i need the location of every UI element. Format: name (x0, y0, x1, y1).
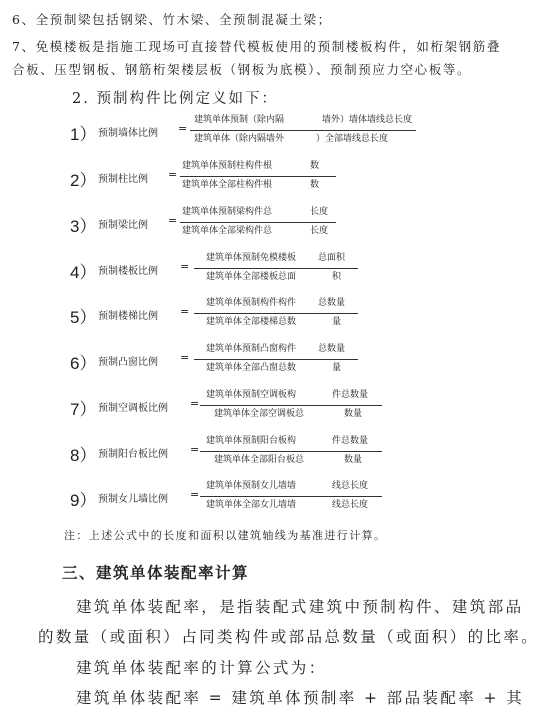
numerator-part-a: 建筑单体预制梁构件总 (182, 207, 273, 217)
equals-sign: = (190, 443, 200, 456)
numerator-part-b: 总数量 (318, 298, 346, 308)
denominator-part-a: 建筑单体全部楼梯总数 (206, 317, 297, 327)
equals-sign: = (180, 260, 190, 273)
denominator-part-a: 建筑单体全部柱构件根 (182, 180, 273, 190)
equals-sign: = (168, 168, 178, 181)
fraction-bar (180, 176, 336, 177)
formula-number: 8） (70, 446, 97, 465)
numerator-part-a: 建筑单体预制（除内隔 (194, 115, 285, 125)
fraction-bar (200, 496, 382, 497)
denominator-part-a: 建筑单体全部梁构件总 (182, 226, 273, 236)
denominator-part-b: 量 (332, 363, 342, 373)
numerator-part-b: 墙外）墙体墙线总长度 (322, 115, 413, 125)
body-paragraph-3: 建筑单体装配率 = 建筑单体预制率 + 部品装配率 + 其 (76, 689, 525, 707)
denominator-part-a: 建筑单体全部女儿墙墙 (206, 500, 297, 510)
equals-sign: = (180, 305, 190, 318)
numerator-part-a: 建筑单体预制凸窗构件 (206, 344, 297, 354)
denominator-part-a: 建筑单体全部阳台板总 (214, 455, 305, 465)
denominator-part-b: 线总长度 (332, 500, 369, 510)
numerator-part-b: 数 (310, 161, 320, 171)
equals-sign: = (190, 397, 200, 410)
numerator-part-a: 建筑单体预制柱构件根 (182, 161, 273, 171)
equals-sign: = (180, 351, 190, 364)
numerator-part-b: 件总数量 (332, 390, 369, 400)
fraction-bar (200, 451, 382, 452)
fraction-bar (200, 405, 382, 406)
item-6-text: 6、全预制梁包括钢梁、竹木梁、全预制混凝土梁； (12, 12, 332, 27)
formula-label: 预制阳台板比例 (98, 449, 168, 460)
formula-number: 1） (70, 125, 97, 144)
formula-number: 5） (70, 308, 97, 327)
equals-sign: = (190, 488, 200, 501)
body-paragraph-1-line1: 建筑单体装配率，是指装配式建筑中预制构件、建筑部品 (76, 598, 524, 616)
denominator-part-b: 量 (332, 317, 342, 327)
denominator-part-a: 建筑单体全部空调板总 (214, 409, 305, 419)
fraction-bar (180, 222, 336, 223)
numerator-part-a: 建筑单体预制构件构件 (206, 298, 297, 308)
body-paragraph-1-line2: 的数量（或面积）占同类构件或部品总数量（或面积）的比率。 (38, 628, 540, 646)
denominator-part-b: 长度 (310, 226, 329, 236)
numerator-part-a: 建筑单体预制阳台板构 (206, 436, 297, 446)
denominator-part-a: 建筑单体全部凸窗总数 (206, 363, 297, 373)
numerator-part-b: 总面积 (318, 253, 346, 263)
body-paragraph-2: 建筑单体装配率的计算公式为： (76, 659, 327, 677)
item-7-text-line2: 合板、压型钢板、钢筋桁架楼层板（钢板为底模）、预制预应力空心板等。 (12, 62, 472, 77)
numerator-part-a: 建筑单体预制空调板构 (206, 390, 297, 400)
denominator-part-a: 建筑单体（除内隔墙外 (194, 134, 285, 144)
fraction-bar (194, 359, 358, 360)
item-7-text-line1: 7、免模楼板是指施工现场可直接替代模板使用的预制楼板构件，如桁架钢筋叠 (12, 39, 501, 54)
numerator-part-b: 线总长度 (332, 481, 369, 491)
formula-label: 预制女儿墙比例 (98, 494, 168, 505)
numerator-part-b: 件总数量 (332, 436, 369, 446)
denominator-part-b: 积 (332, 272, 342, 282)
numerator-part-b: 长度 (310, 207, 329, 217)
formula-label: 预制空调板比例 (98, 403, 168, 414)
formula-number: 2） (70, 171, 97, 190)
equals-sign: = (168, 214, 178, 227)
denominator-part-a: 建筑单体全部楼板总面 (206, 272, 297, 282)
fraction-bar (194, 313, 358, 314)
formula-number: 4） (70, 263, 97, 282)
formula-label: 预制墙体比例 (98, 128, 158, 139)
denominator-part-b: 数 (310, 180, 320, 190)
fraction-bar (194, 268, 358, 269)
equals-sign: = (178, 122, 188, 135)
footnote: 注：上述公式中的长度和面积以建筑轴线为基准进行计算。 (64, 529, 387, 542)
formula-number: 7） (70, 400, 97, 419)
formula-number: 9） (70, 491, 97, 510)
numerator-part-a: 建筑单体预制女儿墙墙 (206, 481, 297, 491)
section-2-heading: 2. 预制构件比例定义如下： (72, 91, 278, 107)
denominator-part-b: 数量 (344, 409, 363, 419)
formula-label: 预制柱比例 (98, 174, 148, 185)
formula-number: 3） (70, 217, 97, 236)
fraction-bar (190, 130, 416, 131)
numerator-part-b: 总数量 (318, 344, 346, 354)
section-3-title: 三、建筑单体装配率计算 (62, 564, 250, 582)
denominator-part-b: ）全部墙线总长度 (316, 134, 389, 144)
formula-label: 预制楼梯比例 (98, 311, 158, 322)
formula-label: 预制梁比例 (98, 220, 148, 231)
formula-number: 6） (70, 354, 97, 373)
formula-label: 预制凸窗比例 (98, 357, 158, 368)
formula-label: 预制楼板比例 (98, 266, 158, 277)
numerator-part-a: 建筑单体预制免模楼板 (206, 253, 297, 263)
denominator-part-b: 数量 (344, 455, 363, 465)
